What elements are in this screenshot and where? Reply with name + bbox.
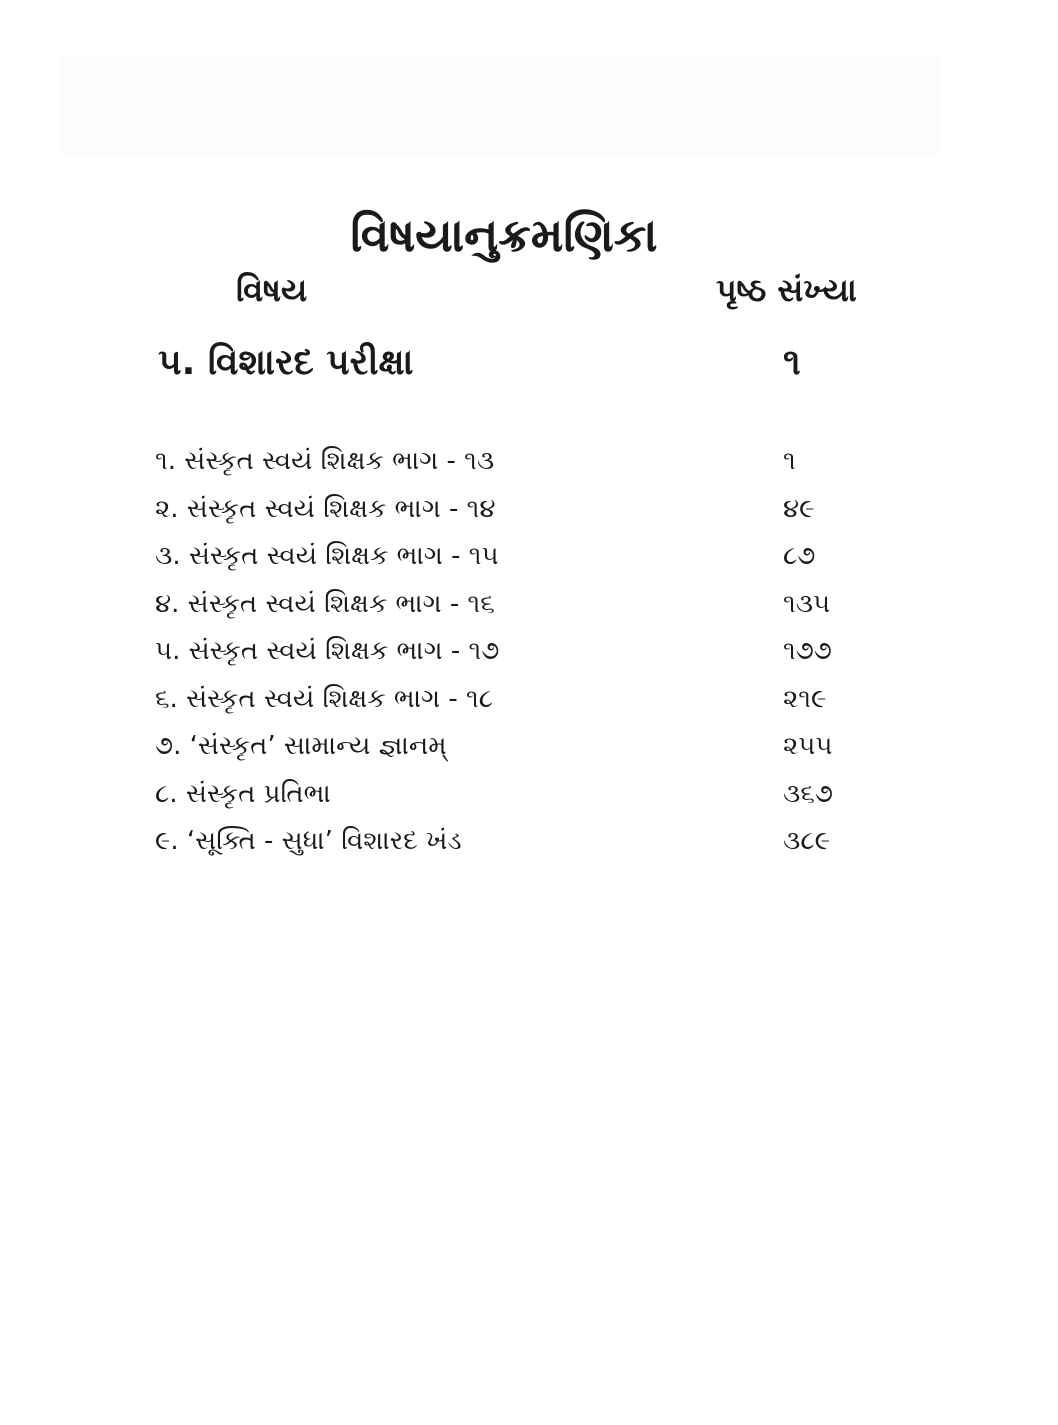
toc-entry-title: ૬. સંસ્કૃત સ્વયં શિક્ષક ભાગ - ૧૮ bbox=[155, 683, 494, 714]
toc-entry-page: ૩૬૭ bbox=[783, 778, 833, 809]
toc-entry-page: ૧૩૫ bbox=[783, 588, 831, 619]
toc-entry bbox=[155, 533, 875, 581]
table-of-contents-list bbox=[155, 438, 875, 866]
toc-entry bbox=[155, 486, 875, 534]
toc-entry-page: ૧ bbox=[783, 446, 796, 476]
toc-entry bbox=[155, 628, 875, 676]
column-header-subject: વિષય bbox=[236, 271, 308, 309]
toc-entry bbox=[155, 581, 875, 629]
section-page-number: ૧ bbox=[783, 342, 801, 383]
toc-entry-title: ૨. સંસ્કૃત સ્વયં શિક્ષક ભાગ - ૧૪ bbox=[155, 493, 496, 524]
toc-entry-title: ૩. સંસ્કૃત સ્વયં શિક્ષક ભાગ - ૧૫ bbox=[155, 541, 499, 571]
toc-entry-title: ૧. સંસ્કૃત સ્વયં શિક્ષક ભાગ - ૧૩ bbox=[155, 446, 495, 476]
page-top-shade bbox=[60, 55, 940, 155]
page-title: વિષયાનુક્રમણિકા bbox=[350, 208, 658, 262]
toc-entry bbox=[155, 771, 875, 819]
section-title: ૫. વિશારદ પરીક્ષા bbox=[158, 342, 414, 383]
toc-entry-page: ૪૯ bbox=[783, 493, 815, 524]
toc-entry-page: ૩૮૯ bbox=[783, 826, 831, 856]
section-heading-row bbox=[158, 338, 858, 388]
toc-entry-title: ૯. ‘સૂક્તિ - સુધા’ વિશારદ ખંડ bbox=[155, 826, 462, 856]
toc-entry-title: ૫. સંસ્કૃત સ્વયં શિક્ષક ભાગ - ૧૭ bbox=[155, 636, 500, 666]
toc-entry-title: ૪. સંસ્કૃત સ્વયં શિક્ષક ભાગ - ૧૬ bbox=[155, 588, 495, 619]
toc-entry-title: ૮. સંસ્કૃત પ્રતિભા bbox=[155, 778, 331, 809]
toc-entry bbox=[155, 676, 875, 724]
toc-entry-page: ૮૭ bbox=[783, 541, 816, 571]
column-header-page-number: પૃષ્ઠ સંખ્યા bbox=[716, 271, 857, 309]
toc-entry-page: ૨૫૫ bbox=[783, 731, 833, 761]
toc-entry-title: ૭. ‘સંસ્કૃત’ સામાન્ય જ્ઞાનમ્ bbox=[155, 731, 447, 761]
toc-entry bbox=[155, 438, 875, 486]
toc-entry bbox=[155, 818, 875, 866]
toc-entry bbox=[155, 723, 875, 771]
toc-entry-page: ૧૭૭ bbox=[783, 636, 832, 666]
toc-entry-page: ૨૧૯ bbox=[783, 683, 827, 714]
